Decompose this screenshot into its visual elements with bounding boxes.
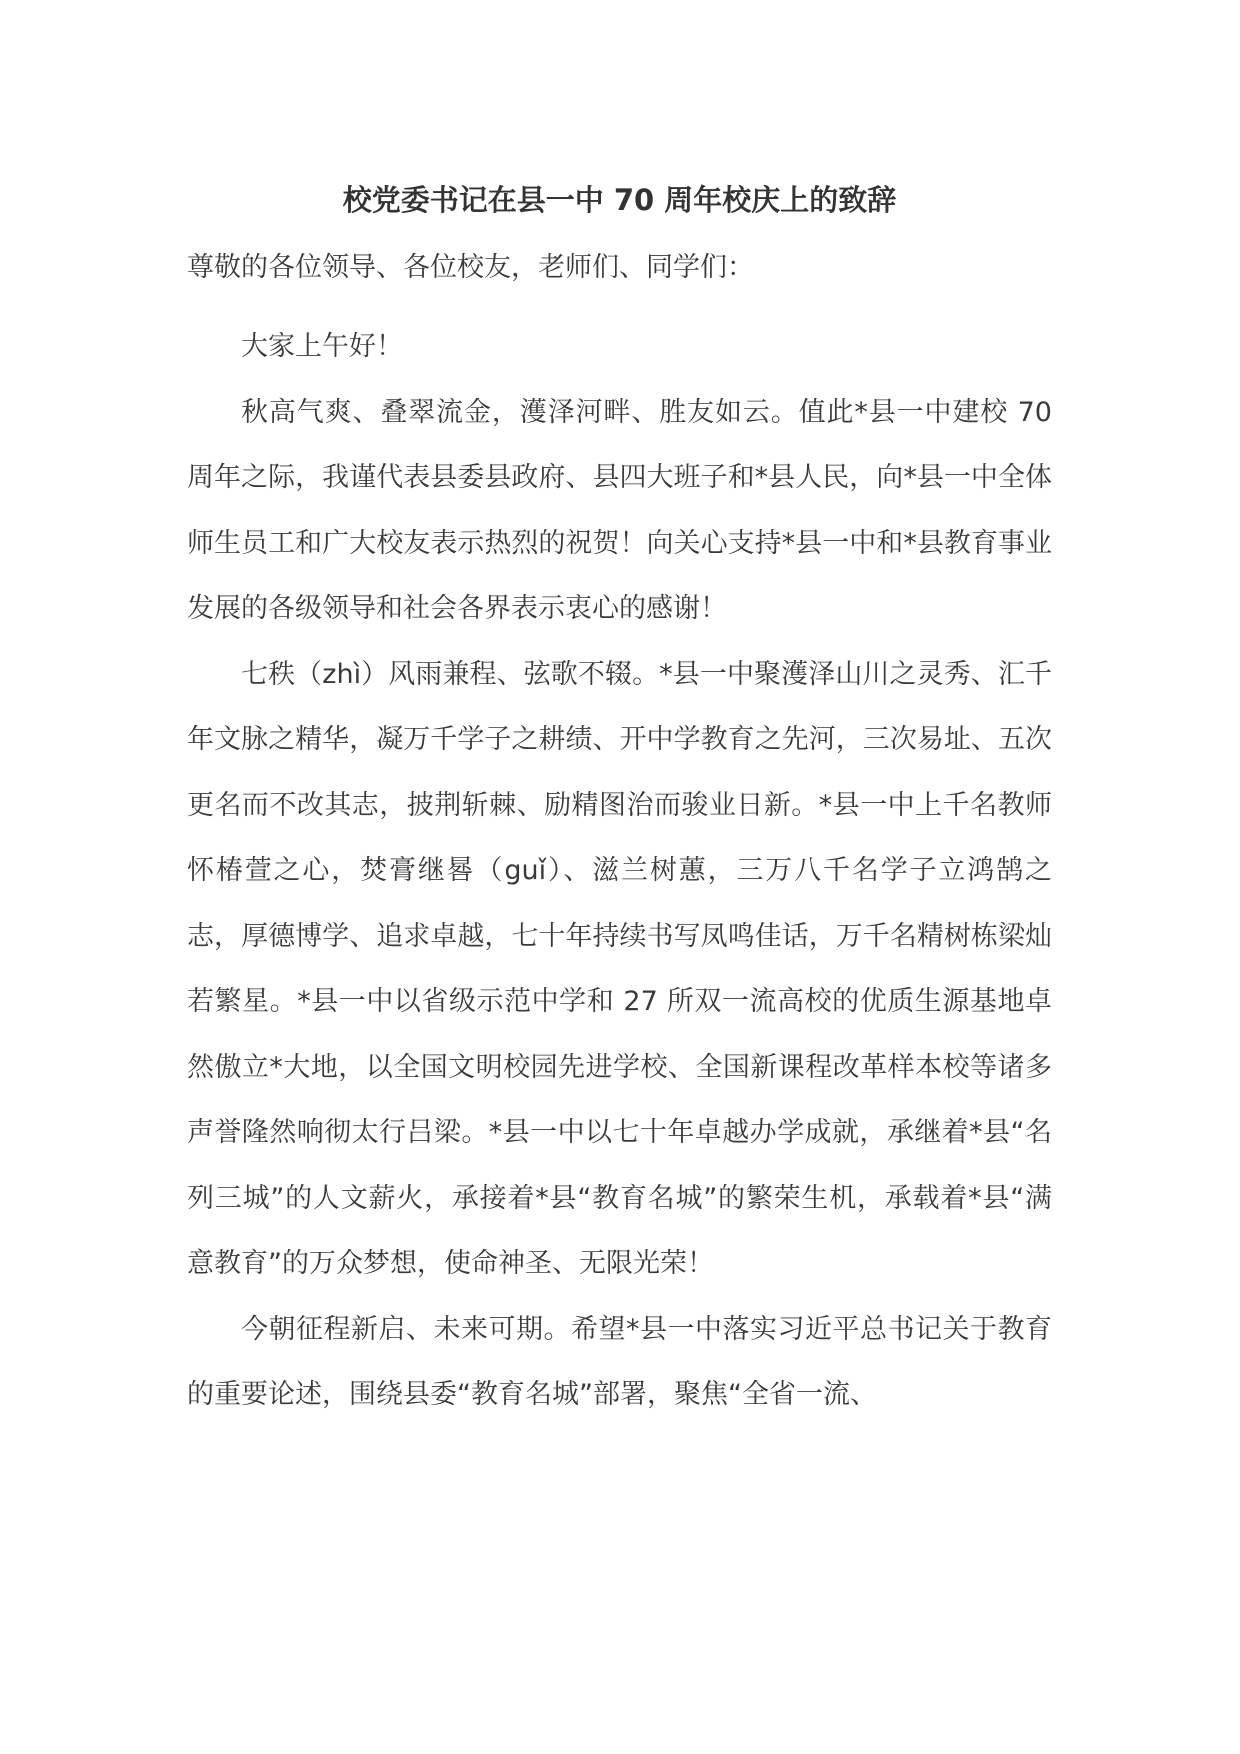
salutation: 尊敬的各位领导、各位校友，老师们、同学们：: [187, 252, 754, 283]
paragraph-future: 今朝征程新启、未来可期。希望*县一中落实习近平总书记关于教育的重要论述，围绕县委“教育名城”部署，聚焦“全省一流、: [187, 1313, 1052, 1410]
paragraph-history: 七秩（zhì）风雨兼程、弦歌不辍。*县一中聚濩泽山川之灵秀、汇千年文脉之精华，凝万千学子之耕绩、开中学教育之先河，三次易址、五次更名而不改其志，披荆斩棘、励精图治而骏业日新。*县一中上千名教师怀椿萱之心，焚膏继晷（guǐ）、滋兰树蕙，三万八千名学子立鸿鹄之志，厚德博学、追求卓越，七十年持续书写凤鸣佳话，万千名精树栋梁灿若繁星。*县一中以省级示范中学和 27 所双一流高校的优质生源基地卓然傲立*大地，以全国文明校园先进学校、全国新课程改革样本校等诸多声誉隆然响彻太行吕梁。*县一中以七十年卓越办学成就，承继着*县“名列三城”的人文薪火，承接着*县“教育名城”的繁荣生机，承载着*县“满意教育”的万众梦想，使命神圣、无限光荣！: [187, 658, 1052, 1279]
document-body: [187, 170, 1052, 1428]
paragraph-greeting: 大家上午好！: [241, 331, 403, 362]
document-title: 校党委书记在县一中 70 周年校庆上的致辞: [342, 183, 897, 217]
paragraph-congratulations: 秋高气爽、叠翠流金，濩泽河畔、胜友如云。值此*县一中建校 70 周年之际，我谨代表县委县政府、县四大班子和*县人民，向*县一中全体师生员工和广大校友表示热烈的祝贺！向关心支持*县一中和*县教育事业发展的各级领导和社会各界表示衷心的感谢！: [187, 396, 1052, 624]
